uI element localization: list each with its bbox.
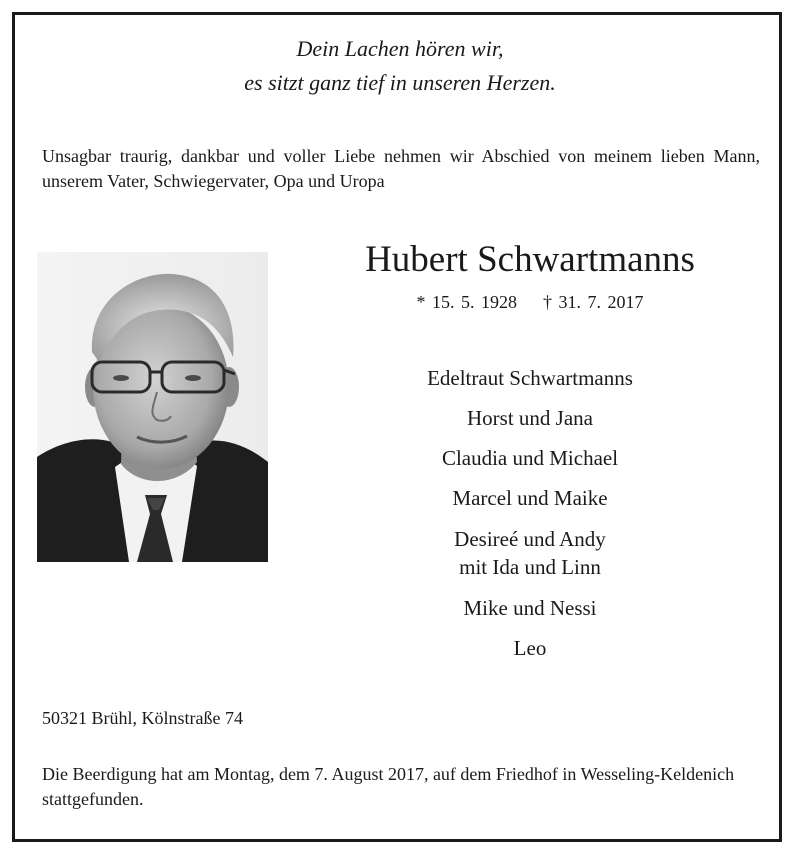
family-member: mit Ida und Linn [459,555,601,579]
death-date: † 31. 7. 2017 [543,292,644,312]
family-member: Desireé und Andy [454,527,606,551]
life-dates [300,292,760,313]
quote-line-1: Dein Lachen hören wir, [296,36,504,61]
family-member: Horst und Jana [467,406,593,430]
intro-text: Unsagbar traurig, dankbar und voller Liebe nehmen wir Abschied von meinem lieben Mann, unserem Vater, Schwiegervater, Opa und Uropa [42,146,760,191]
family-member: Leo [513,636,547,660]
portrait-photo [37,252,268,562]
family-member: Mike und Nessi [463,596,597,620]
deceased-name: Hubert Schwartmanns [365,239,695,280]
family-member: Marcel und Maike [452,486,608,510]
quote-line-2: es sitzt ganz tief in unseren Herzen. [244,70,556,95]
address: 50321 Brühl, Kölnstraße 74 [42,708,243,728]
birth-date: * 15. 5. 1928 [416,292,517,312]
family-member: Claudia und Michael [441,446,619,470]
family-member: Edeltraut Schwartmanns [427,366,633,390]
funeral-notice: Die Beerdigung hat am Montag, dem 7. August 2017, auf dem Friedhof in Wesseling-Keldenich stattgefunden. [42,764,735,809]
